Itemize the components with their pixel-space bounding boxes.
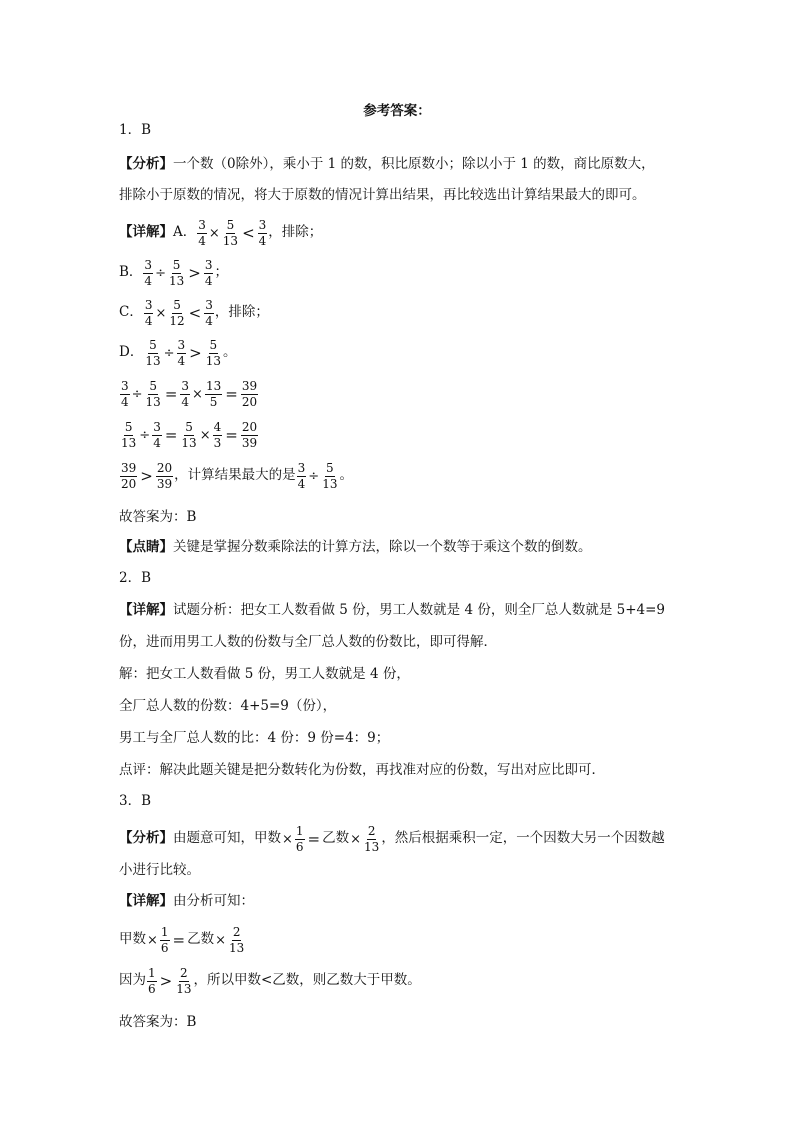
fraction: $\frac{1}{6}$: [295, 824, 304, 854]
q3-analysis-pre: 由题意可知，甲数: [173, 830, 281, 847]
divide-symbol: ÷: [155, 265, 166, 281]
q1-option-c-label: C．: [119, 304, 143, 321]
fraction: $\frac{20}{39}$: [156, 461, 173, 491]
q3-analysis-mid: 乙数: [322, 830, 350, 847]
fraction: $\frac{5}{13}$: [222, 218, 239, 248]
q1-number: 1．B: [119, 122, 152, 138]
q1-option-d-tail: 。: [223, 344, 237, 361]
fraction: $\frac{5}{13}$: [145, 338, 161, 368]
fraction: $\frac{5}{13}$: [168, 258, 185, 288]
fraction: $\frac{3}{4}$: [177, 338, 186, 368]
fraction: $\frac{5}{13}$: [121, 420, 137, 450]
q1-analysis-line-1: [119, 158, 655, 172]
q3-detail-tag: 【详解】: [119, 893, 173, 909]
q2-detail-tag: 【详解】: [119, 602, 173, 618]
fraction: $\frac{39}{20}$: [241, 379, 258, 409]
less-than-symbol: <: [188, 303, 202, 322]
q3-equation: [119, 926, 246, 954]
q3-number: 3．B: [119, 793, 152, 809]
q1-option-b: [119, 259, 228, 287]
fraction: $\frac{3}{4}$: [258, 218, 267, 248]
q3-analysis-line-1: [119, 825, 665, 853]
q1-conclusion: [119, 462, 353, 490]
times-symbol: ×: [350, 831, 362, 847]
q2-line-4: 全厂总人数的份数：4+5=9（份），: [119, 698, 337, 714]
q3-because-label: 因为: [119, 972, 146, 989]
q1-option-d-label: D．: [119, 344, 144, 361]
fraction: $\frac{5}{13}$: [205, 338, 222, 368]
q1-option-a-tail: ，排除；: [268, 224, 323, 241]
times-symbol: ×: [147, 932, 158, 948]
page-title: 参考答案：: [363, 103, 431, 119]
fraction: $\frac{3}{4}$: [198, 218, 206, 248]
fraction: $\frac{5}{13}$: [322, 461, 338, 491]
fraction: $\frac{3}{4}$: [181, 379, 190, 409]
q3-analysis-post: ，然后根据乘积一定，一个因数大另一个因数越: [381, 830, 665, 847]
fraction: $\frac{3}{4}$: [204, 258, 213, 288]
fraction: $\frac{5}{12}$: [169, 298, 185, 328]
fraction: $\frac{39}{20}$: [121, 461, 137, 491]
q3-analysis-line-2: 小进行比较。: [119, 862, 200, 878]
q2-line-1: [119, 604, 665, 618]
divide-symbol: ÷: [308, 468, 320, 484]
fraction: $\frac{1}{6}$: [148, 966, 156, 996]
times-symbol: ×: [215, 932, 227, 948]
divide-symbol: ÷: [163, 345, 175, 361]
equals-symbol: =: [225, 425, 238, 444]
q1-option-a: [119, 219, 322, 247]
q2-line-6: 点评：解决此题关键是把分数转化为份数，再找准对应的份数，写出对应比即可．: [119, 762, 605, 778]
fraction: $\frac{3}{4}$: [297, 461, 306, 491]
greater-than-symbol: >: [159, 971, 173, 990]
q2-line-5: 男工与全厂总人数的比：4 份：9 份=4：9；: [119, 730, 390, 746]
divide-symbol: ÷: [139, 427, 151, 443]
q1-option-d: [119, 339, 237, 367]
q1-answer: 故答案为：B: [119, 509, 197, 525]
fraction: $\frac{3}{4}$: [144, 298, 153, 328]
q1-analysis-text-1: 一个数（0除外），乘小于 1 的数，积比原数小；除以小于 1 的数，商比原数大，: [173, 156, 655, 172]
q2-number: 2．B: [119, 570, 152, 586]
q1-conclusion-text: ，计算结果最大的是: [174, 467, 296, 484]
fraction: $\frac{3}{4}$: [153, 420, 161, 450]
q1-note-tag: 【点睛】: [119, 539, 173, 555]
equals-symbol: =: [172, 930, 186, 949]
fraction: $\frac{5}{13}$: [145, 379, 161, 409]
q1-analysis-tag: 【分析】: [119, 156, 173, 172]
q1-option-a-label: A．: [173, 224, 197, 241]
q1-note-text: 关键是掌握分数乘除法的计算方法，除以一个数等于乘这个数的倒数。: [173, 539, 592, 555]
q3-detail-text: 由分析可知：: [173, 893, 254, 909]
times-symbol: ×: [199, 427, 211, 443]
q3-because: [119, 967, 421, 995]
q1-option-b-tail: ；: [214, 264, 228, 281]
q1-analysis-line-2: 排除小于原数的情况，将大于原数的情况计算出结果，再比较选出计算结果最大的即可。: [119, 187, 646, 203]
equals-symbol: =: [164, 384, 178, 403]
fraction: $\frac{2}{13}$: [229, 925, 245, 955]
q2-line-1-text: 试题分析：把女工人数看做 5 份，男工人数就是 4 份，则全厂总人数就是 5+4=9: [173, 602, 666, 618]
fraction: $\frac{3}{4}$: [144, 258, 153, 288]
equals-symbol: =: [225, 384, 238, 403]
q3-answer: 故答案为：B: [119, 1014, 197, 1030]
fraction: $\frac{4}{3}$: [213, 420, 222, 450]
equals-symbol: =: [307, 829, 321, 848]
fraction: $\frac{20}{39}$: [241, 420, 258, 450]
q2-line-2: 份，进而用男工人数的份数与全厂总人数的份数比，即可得解．: [119, 634, 497, 650]
greater-than-symbol: >: [189, 343, 202, 362]
fraction: $\frac{3}{4}$: [205, 298, 213, 328]
fraction: $\frac{5}{13}$: [181, 420, 197, 450]
q1-calc-2: [119, 421, 259, 449]
less-than-symbol: <: [242, 223, 255, 242]
fraction: $\frac{1}{6}$: [160, 925, 169, 955]
times-symbol: ×: [282, 831, 293, 847]
q3-yi: 乙数: [187, 931, 215, 948]
fraction: $\frac{2}{13}$: [176, 966, 192, 996]
times-symbol: ×: [192, 386, 203, 402]
q1-detail-tag: 【详解】: [119, 224, 173, 241]
fraction: $\frac{2}{13}$: [364, 824, 380, 854]
greater-than-symbol: >: [140, 466, 153, 485]
q1-calc-1: [119, 380, 259, 408]
q3-analysis-tag: 【分析】: [119, 830, 173, 847]
q3-because-tail: ，所以甲数<乙数，则乙数大于甲数。: [193, 972, 421, 989]
q1-option-b-label: B．: [119, 264, 143, 281]
greater-than-symbol: >: [188, 263, 201, 282]
fraction: $\frac{13}{5}$: [205, 379, 222, 409]
q1-conclusion-end: 。: [339, 467, 353, 484]
fraction: $\frac{3}{4}$: [121, 379, 129, 409]
q2-line-3: 解：把女工人数看做 5 份，男工人数就是 4 份，: [119, 666, 410, 682]
divide-symbol: ÷: [131, 386, 143, 402]
q3-jia: 甲数: [119, 931, 146, 948]
times-symbol: ×: [155, 305, 167, 321]
q1-option-c: [119, 299, 269, 327]
q3-detail: [119, 895, 254, 909]
q1-option-c-tail: ，排除；: [214, 304, 269, 321]
times-symbol: ×: [208, 225, 220, 241]
q1-note: [119, 541, 592, 555]
equals-symbol: =: [164, 425, 178, 444]
